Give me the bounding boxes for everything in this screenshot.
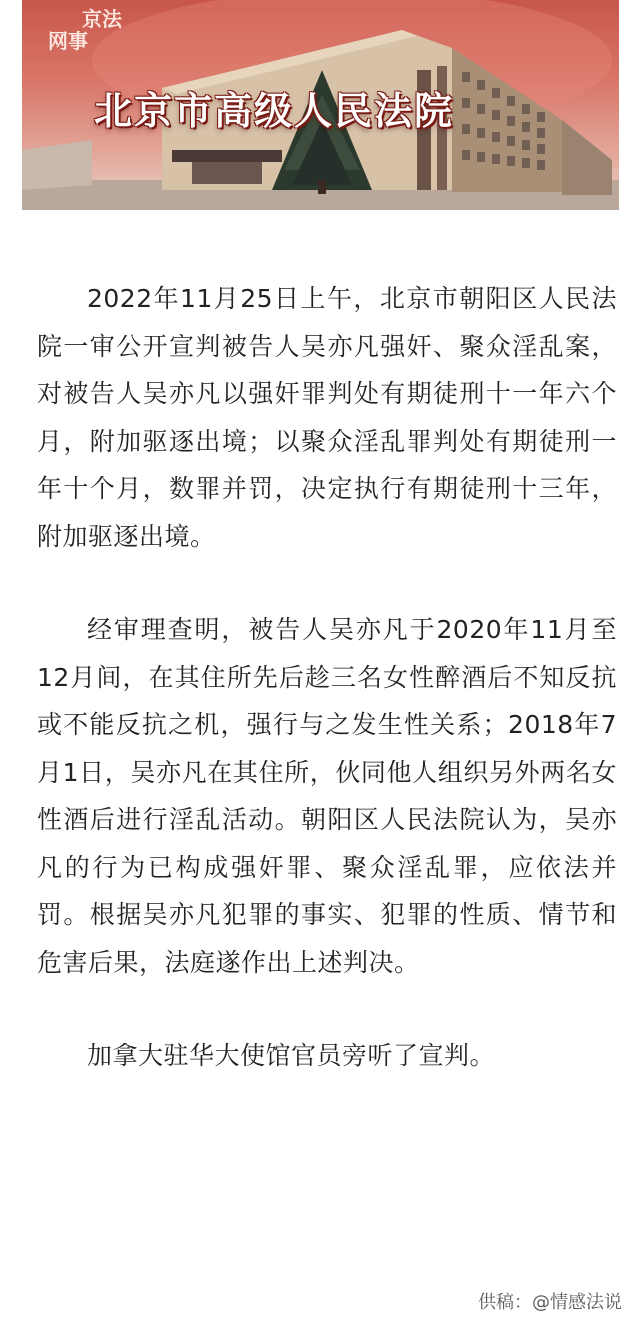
logo-line-2: 网事 (48, 29, 88, 53)
article-body (37, 275, 617, 1126)
court-name-title: 北京市高级人民法院 (94, 89, 455, 133)
source-watermark: 供稿：@情感法说 (478, 1292, 622, 1313)
paragraph-findings: 经审理查明，被告人吴亦凡于2020年11月至12月间，在其住所先后趁三名女性醉酒后不知反抗或不能反抗之机，强行与之发生性关系；2018年7月1日，吴亦凡在其住所，伙同他人组织另外两名女性酒后进行淫乱活动。朝阳区人民法院认为，吴亦凡的行为已构成强奸罪、聚众淫乱罪，应依法并罚。根据吴亦凡犯罪的事实、犯罪的性质、情节和危害后果，法庭遂作出上述判决。 (37, 615, 617, 977)
court-banner-image (22, 0, 619, 210)
paragraph-embassy: 加拿大驻华大使馆官员旁听了宣判。 (87, 1041, 496, 1070)
logo-line-1: 京法 (82, 7, 122, 31)
paragraph-verdict: 2022年11月25日上午，北京市朝阳区人民法院一审公开宣判被告人吴亦凡强奸、聚众淫乱案，对被告人吴亦凡以强奸罪判处有期徒刑十一年六个月，附加驱逐出境；以聚众淫乱罪判处有期徒刑一年十个月，数罪并罚，决定执行有期徒刑十三年，附加驱逐出境。 (37, 284, 617, 551)
